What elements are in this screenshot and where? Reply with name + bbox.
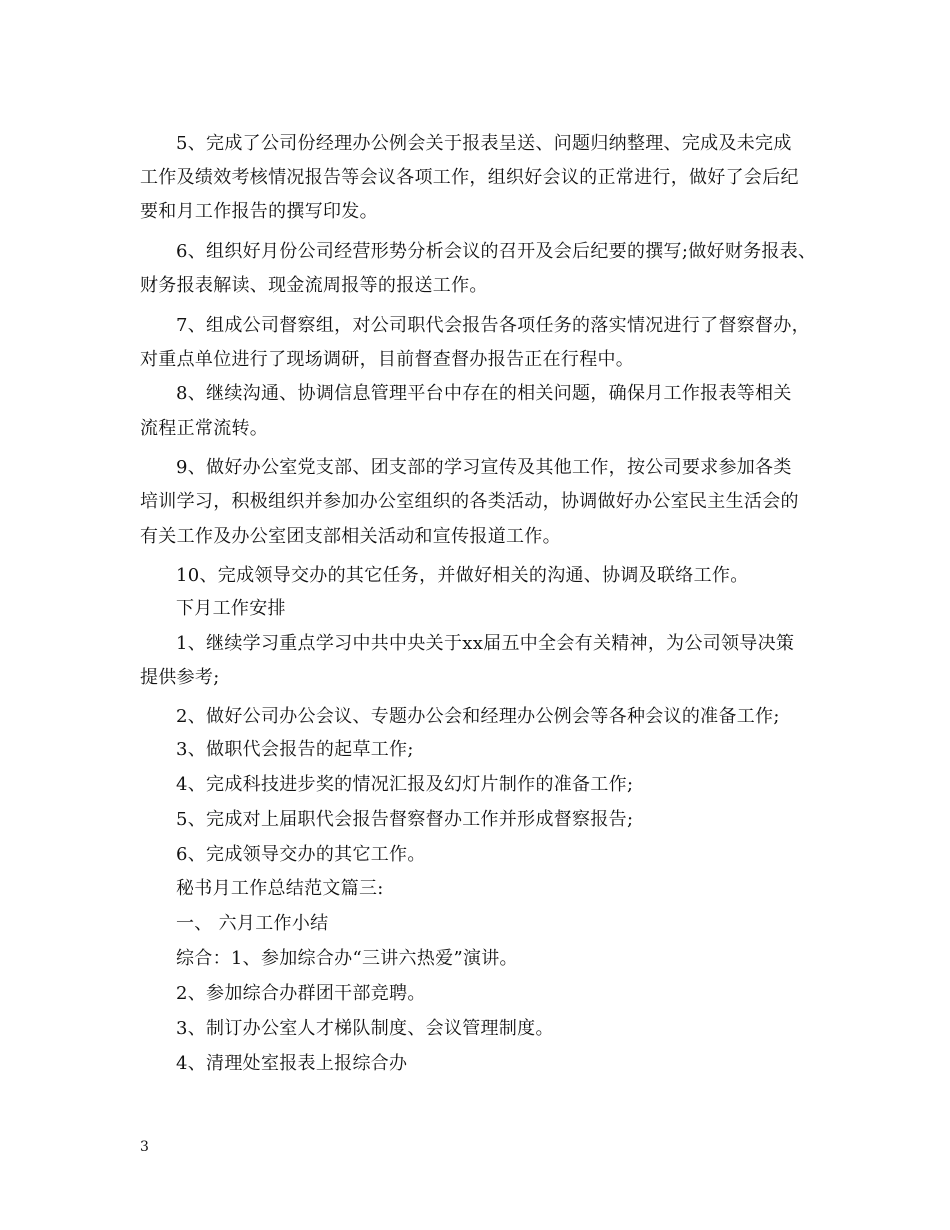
paragraph-line: 对重点单位进行了现场调研，目前督查督办报告正在行程中。 [140,349,635,370]
paragraph-line: 有关工作及办公室团支部相关活动和宣传报道工作。 [140,526,561,547]
paragraph-line: 要和月工作报告的撰写印发。 [140,201,378,222]
section-heading: 一、 六月工作小结 [176,913,329,934]
paragraph-line: 流程正常流转。 [140,418,269,439]
paragraph-line: 财务报表解读、现金流周报等的报送工作。 [140,275,488,296]
paragraph-line: 8、继续沟通、协调信息管理平台中存在的相关问题，确保月工作报表等相关 [176,383,792,404]
paragraph-line: 3、制订办公室人才梯队制度、会议管理制度。 [176,1018,554,1039]
paragraph-line: 2、做好公司办公会议、专题办公会和经理办公例会等各种会议的准备工作; [176,706,780,727]
paragraph-line: 6、组织好月份公司经营形势分析会议的召开及会后纪要的撰写;做好财务报表、 [176,241,817,262]
paragraph-line: 6、完成领导交办的其它工作。 [176,844,426,865]
paragraph-line: 2、参加综合办群团干部竞聘。 [176,983,426,1004]
section-heading: 秘书月工作总结范文篇三: [176,878,384,899]
paragraph-line: 5、完成了公司份经理办公例会关于报表呈送、问题归纳整理、完成及未完成 [176,133,792,154]
paragraph-line: 5、完成对上届职代会报告督察督办工作并形成督察报告; [176,809,634,830]
paragraph-line: 4、清理处室报表上报综合办 [176,1053,408,1074]
paragraph-line: 综合：1、参加综合办“三讲六热爱”演讲。 [176,948,518,969]
paragraph-line: 3、做职代会报告的起草工作; [176,739,414,760]
paragraph-line: 1、继续学习重点学习中共中央关于xx届五中全会有关精神，为公司领导决策 [176,633,795,654]
paragraph-line: 工作及绩效考核情况报告等会议各项工作，组织好会议的正常进行，做好了会后纪 [140,167,799,188]
paragraph-line: 10、完成领导交办的其它任务，并做好相关的沟通、协调及联络工作。 [176,565,749,586]
paragraph-line: 9、做好办公室党支部、团支部的学习宣传及其他工作，按公司要求参加各类 [176,457,792,478]
paragraph-line: 提供参考; [140,667,220,688]
section-heading: 下月工作安排 [176,598,286,619]
page-number: 3 [140,1139,149,1155]
paragraph-line: 培训学习，积极组织并参加办公室组织的各类活动，协调做好办公室民主生活会的 [140,491,799,512]
paragraph-line: 4、完成科技进步奖的情况汇报及幻灯片制作的准备工作; [176,774,634,795]
paragraph-line: 7、组成公司督察组，对公司职代会报告各项任务的落实情况进行了督察督办， [176,315,810,336]
